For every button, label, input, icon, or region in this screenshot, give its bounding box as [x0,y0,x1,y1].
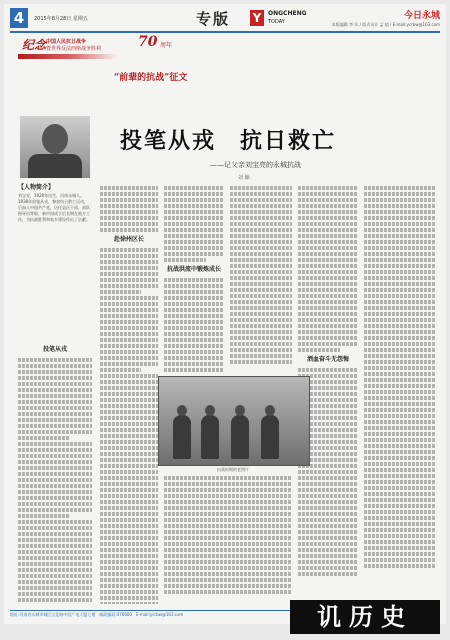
bio-title: 【人物简介】 [18,184,55,191]
text-column-6 [364,186,436,604]
editor-credits: 本版编辑 李 军 / 版式设计 孟 超 / E-mail:ycrbw@163.com [331,22,440,27]
banner-stripe [18,54,118,59]
article-title: 投笔从戎 抗日救亡 [120,128,337,154]
section-heading: 洒血奋斗无怨悔 [306,356,349,363]
bio-text: 刘宝亮，1920年出生，河南永城人。1938年投笔从戎，参加抗日救亡运动，后加入中国共产党，历任县区干部、部队指导员等职，新中国成立后长期在地方工作，为抗战胜利和家乡建设作出了贡献。 [18,193,90,222]
text-column-lower [164,476,292,604]
banner-line-1: 中国人民抗日战争 [46,39,87,45]
page-header [10,8,440,30]
banner-line-2: 暨世界反法西斯战争胜利 [46,46,102,52]
photo-caption: 抗战时期的老照片 [217,467,249,472]
banner-70: 70 [138,34,158,50]
masthead-logo: 今日永城 [403,11,440,21]
header-rule [10,31,440,33]
portrait-head [42,124,68,154]
paper-name-en: ONGCHENG [268,10,307,17]
text-column-3 [164,186,224,372]
campaign-title: “前辈的抗战”征文 [114,73,188,83]
photo-figure [173,415,191,459]
portrait-body [28,154,82,178]
article-subtitle: ——记父亲刘宝亮的永城抗战 [210,161,301,169]
issue-date: 2015年8月28日 星期五 [34,16,88,22]
photo-figure [201,415,219,459]
section-heading: 抗战洪流中锻炼成长 [166,266,221,273]
text-column-1 [18,342,92,604]
section-heading: 投笔从戎 [42,346,67,353]
portrait-photo [20,116,90,178]
photo-figure [261,415,279,459]
article-byline: 刘 颖 [238,175,250,181]
footer-info: 地址:河南省永城市城区文化路中段广电大厦七楼 邮政编码:476600 E-mail:ycrbw@163.com [10,612,184,617]
banner-anniversary: 周年 [160,42,173,49]
page-number: 4 [10,8,28,28]
section-title: 专版 [196,10,231,28]
text-column-2 [100,186,158,604]
watermark-logo: 讥历史 [290,600,440,634]
text-column-4 [230,186,292,372]
section-heading: 赴徐州区长 [113,236,144,243]
paper-name-en-2: TODAY [268,19,285,25]
photo-figure [231,415,249,459]
paper-logo-initial: Y [250,10,264,26]
newspaper-page [4,4,446,624]
historical-group-photo [158,376,310,466]
banner-ji-logo: 纪念 [22,38,47,52]
bio-box [18,182,92,338]
